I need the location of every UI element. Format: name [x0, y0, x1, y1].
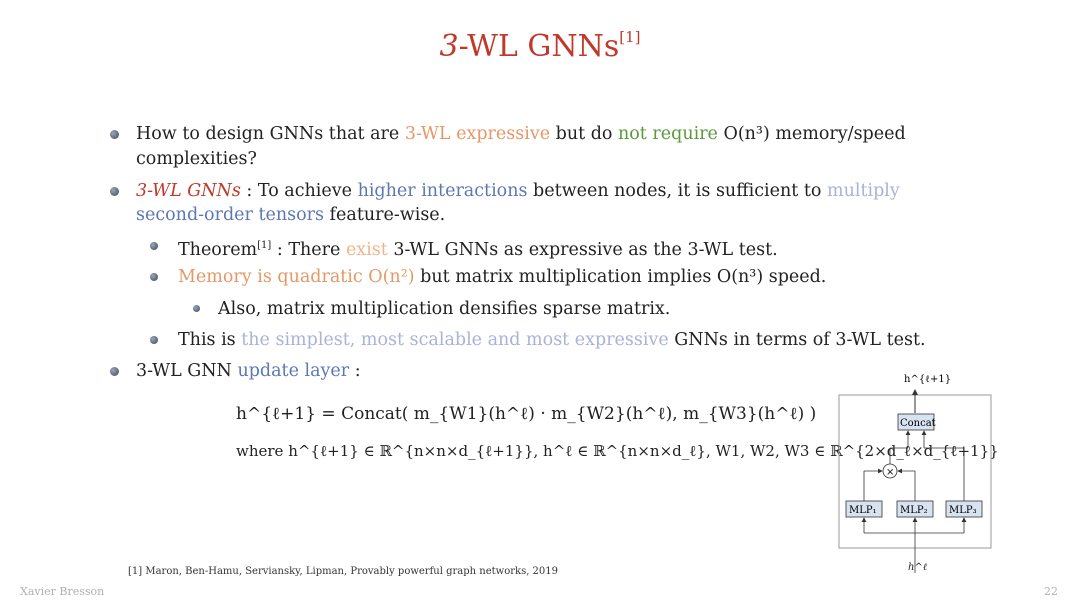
- mlp2-label: MLP₂: [900, 505, 928, 516]
- title-prefix: 3: [439, 29, 459, 64]
- concat-label: Concat: [900, 418, 936, 429]
- highlight-not-require: not require: [618, 124, 718, 144]
- highlight-second-order-tensors: second-order tensors: [136, 205, 324, 225]
- highlight-memory-quadratic: Memory is quadratic O(n²): [178, 267, 415, 287]
- architecture-diagram: [838, 368, 998, 578]
- bullet-dot: [150, 273, 158, 281]
- text: Theorem: [178, 240, 258, 260]
- bullet-3wl-gnns: [136, 179, 900, 203]
- diagram-input-label: h^ℓ: [908, 562, 927, 573]
- text: 3-WL GNNs as expressive as the 3-WL test.: [387, 240, 778, 260]
- highlight-exist: exist: [345, 240, 388, 260]
- slide-title: [0, 28, 1080, 64]
- bullet-dot: [110, 187, 119, 196]
- bullet-design-question-line2: complexities?: [136, 149, 257, 169]
- text: but do: [550, 124, 618, 144]
- diagram-svg: [838, 368, 998, 578]
- bullet-densifies: Also, matrix multiplication densifies sparse matrix.: [218, 299, 671, 319]
- bullet-dot: [110, 130, 119, 139]
- bullet-3wl-gnns-line2: [136, 203, 445, 227]
- highlight-multiply: multiply: [827, 181, 900, 201]
- highlight-simplest: the simplest, most scalable and most expressive: [241, 330, 669, 350]
- bullet-memory: [178, 265, 826, 289]
- bullet-simplest: [178, 328, 926, 352]
- equation-line2: where h^{ℓ+1} ∈ ℝ^{n×n×d_{ℓ+1}}, h^ℓ ∈ ℝ^{n×n×d_ℓ}, W1, W2, W3 ∈ ℝ^{2×d_ℓ×d_{ℓ+1}}: [236, 442, 999, 460]
- equation-line1: h^{ℓ+1} = Concat( m_{W1}(h^ℓ) · m_{W2}(h^ℓ), m_{W3}(h^ℓ) ): [236, 404, 817, 424]
- diagram-output-label: h^{ℓ+1}: [904, 374, 952, 385]
- bullet-dot: [110, 367, 119, 376]
- highlight-update-layer: update layer: [237, 361, 350, 381]
- highlight-higher-interactions: higher interactions: [357, 181, 528, 201]
- mlp1-label: MLP₁: [849, 505, 877, 516]
- footnote: [1] Maron, Ben-Hamu, Serviansky, Lipman, Provably powerful graph networks, 2019: [128, 566, 559, 577]
- bullet-theorem: [178, 234, 778, 262]
- text: GNNs in terms of 3-WL test.: [668, 330, 926, 350]
- text: This is: [178, 330, 242, 350]
- text: : To achieve: [240, 181, 358, 201]
- text: feature-wise.: [323, 205, 446, 225]
- mlp3-label: MLP₃: [949, 505, 977, 516]
- text: How to design GNNs that are: [136, 124, 405, 144]
- bullet-update-layer: [136, 359, 361, 383]
- text: 3-WL GNN: [136, 361, 238, 381]
- page-number: 22: [1044, 585, 1058, 598]
- title-ref: [1]: [619, 28, 641, 46]
- bullet-dot: [150, 336, 158, 344]
- highlight-3wl-gnns: 3-WL GNNs: [136, 181, 241, 201]
- ref: [1]: [257, 240, 272, 251]
- text: O(n³) memory/speed: [717, 124, 906, 144]
- text: :: [349, 361, 361, 381]
- bullet-dot: [193, 305, 200, 312]
- highlight-3wl-expressive: 3-WL expressive: [404, 124, 551, 144]
- title-main: -WL GNNs: [458, 29, 620, 64]
- text: : There: [271, 240, 346, 260]
- multiply-label: ×: [886, 467, 895, 478]
- author-name: Xavier Bresson: [20, 585, 105, 598]
- bullet-design-question: [136, 122, 906, 146]
- text: but matrix multiplication implies O(n³) speed.: [414, 267, 827, 287]
- bullet-dot: [150, 242, 158, 250]
- text: between nodes, it is sufficient to: [527, 181, 827, 201]
